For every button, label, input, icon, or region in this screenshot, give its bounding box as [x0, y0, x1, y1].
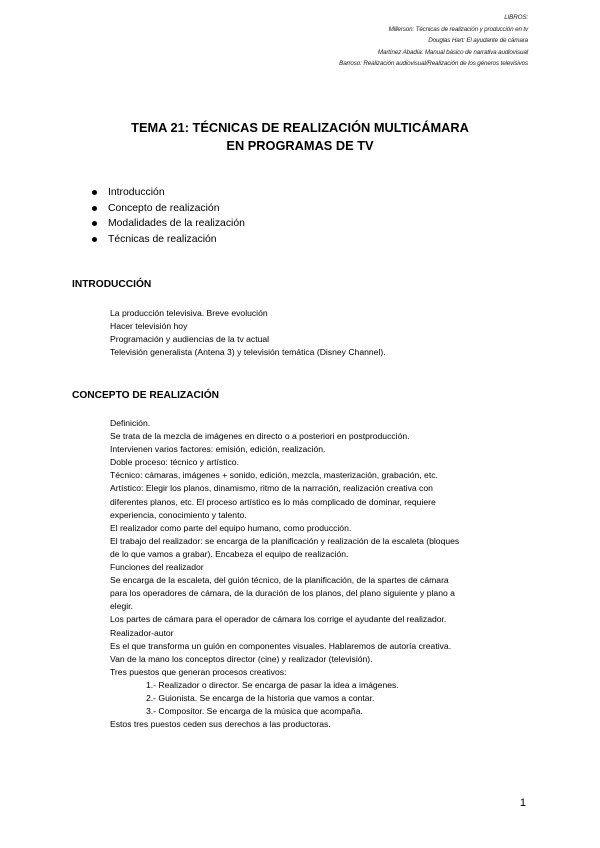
- text-line: Televisión generalista (Antena 3) y televisión temática (Disney Channel).: [110, 347, 386, 358]
- title-line-2: EN PROGRAMAS DE TV: [226, 138, 374, 153]
- text-line: Estos tres puestos ceden sus derechos a las productoras.: [110, 719, 331, 730]
- toc-item-label: Introducción: [108, 187, 165, 198]
- title-line-1: TEMA 21: TÉCNICAS DE REALIZACIÓN MULTICÁMARA: [131, 120, 469, 135]
- text-line: Artístico: Elegir los planos, dinamismo, ritmo de la narración, realización creativa con: [110, 483, 433, 494]
- text-line: Se encarga de la escaleta, del guión técnico, de la planificación, de la spartes de cámara: [110, 575, 449, 586]
- text-line: La producción televisiva. Breve evolución: [110, 308, 268, 318]
- text-line: Programación y audiencias de la tv actual: [110, 334, 270, 345]
- document-title: [0, 119, 600, 155]
- text-line: experiencia, conocimiento y talento.: [110, 509, 247, 520]
- text-line: El realizador como parte del equipo humano, como producción.: [110, 522, 352, 533]
- text-line: elegir.: [110, 601, 133, 612]
- text-line: Definición.: [110, 418, 151, 428]
- text-line: Realizador-autor: [110, 627, 174, 638]
- reference-item: Barroso: Realización audiovisual/Realización de los géneros televisivos: [339, 60, 528, 67]
- text-line: Doble proceso: técnico y artístico.: [110, 457, 239, 468]
- references-block: [339, 12, 528, 70]
- enumerated-item: 3.- Compositor. Se encarga de la música que acompaña.: [146, 706, 363, 717]
- bullet-icon: [92, 237, 97, 242]
- enumerated-item: 2.- Guionista. Se encarga de la historia que vamos a contar.: [146, 692, 375, 703]
- reference-item: Millerson: Técnicas de realización y producción en tv: [388, 25, 528, 33]
- bullet-icon: [92, 221, 97, 226]
- text-line: Van de la mano los conceptos director (cine) y realizador (televisión).: [110, 653, 373, 664]
- toc-item-label: Modalidades de la realización: [108, 218, 245, 230]
- reference-item: Martínez Abadía: Manual básico de narrativa audiovisual: [377, 48, 528, 56]
- text-line: Los partes de cámara para el operador de cámara los corrige el ayudante del realizador.: [110, 614, 447, 625]
- toc-item: [92, 216, 245, 232]
- toc-item: [92, 185, 245, 201]
- reference-item: Douglas Hart: El ayudante de cámara: [428, 37, 528, 44]
- text-line: Tres puestos que generan procesos creativos:: [110, 666, 287, 677]
- text-line: Intervienen varios factores: emisión, edición, realización.: [110, 444, 326, 455]
- text-line: Se trata de la mezcla de imágenes en directo o a posteriori en postproducción.: [110, 431, 410, 442]
- bullet-icon: [92, 190, 97, 195]
- text-line: El trabajo del realizador: se encarga de la planificación y realización de la escaleta (bloques: [110, 535, 460, 546]
- text-line: Hacer televisión hoy: [110, 321, 188, 332]
- table-of-contents: [92, 185, 245, 247]
- page-number: 1: [519, 797, 526, 809]
- section-heading-concepto: CONCEPTO DE REALIZACIÓN: [72, 390, 219, 401]
- toc-item-label: Concepto de realización: [108, 202, 220, 214]
- toc-item: [92, 232, 245, 248]
- toc-item: [92, 201, 245, 217]
- references-heading: LIBROS:: [504, 14, 528, 21]
- text-line: Técnico: cámaras, imágenes + sonido, edición, mezcla, masterización, grabación, etc.: [110, 470, 438, 481]
- text-line: Funciones del realizador: [110, 562, 204, 573]
- text-line: Es el que transforma un guión en componentes visuales. Hablaremos de autoría creativa.: [110, 640, 452, 651]
- text-line: de lo que vamos a grabar). Encabeza el equipo de realización.: [110, 548, 349, 559]
- text-line: diferentes planos, etc. El proceso artístico es lo más complicado de dominar, requiere: [110, 496, 436, 507]
- section-heading-introduccion: INTRODUCCIÓN: [72, 279, 152, 290]
- bullet-icon: [92, 206, 97, 211]
- concepto-lines: [110, 417, 459, 731]
- toc-item-label: Técnicas de realización: [108, 233, 217, 245]
- enumerated-item: 1.- Realizador o director. Se encarga de pasar la idea a imágenes.: [146, 679, 399, 690]
- text-line: para los operadores de cámara, de la duración de los planos, del plano siguiente y plano a: [110, 588, 455, 599]
- intro-lines: [110, 307, 386, 359]
